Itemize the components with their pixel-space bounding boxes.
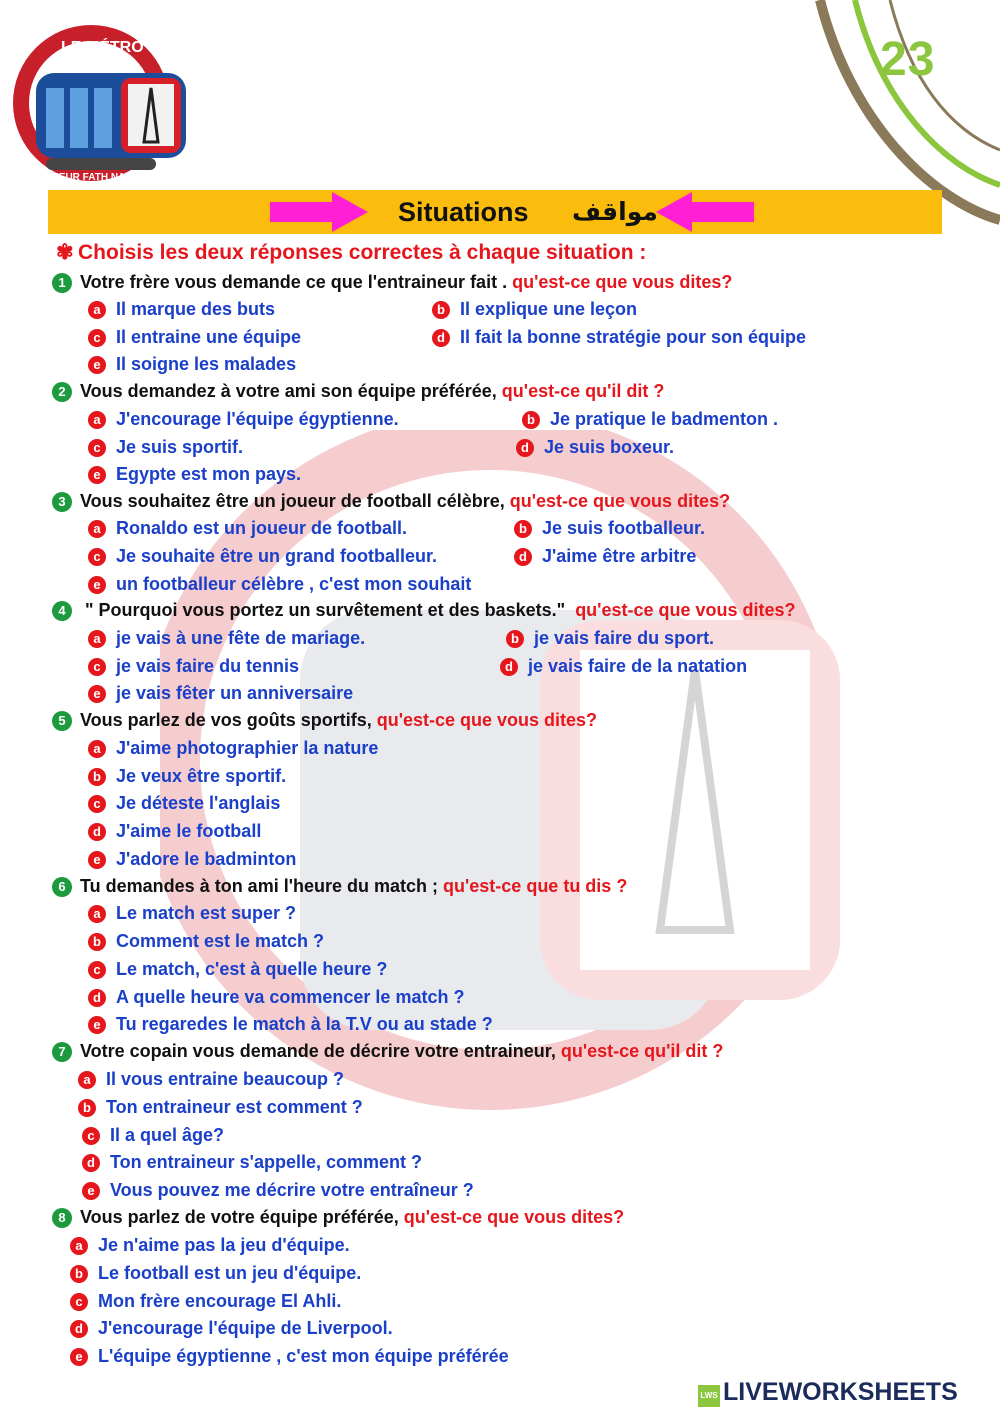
option-3-e[interactable] (88, 574, 471, 595)
option-3-a[interactable] (88, 518, 407, 539)
option-text: Mon frère encourage El Ahli. (98, 1291, 342, 1311)
option-text: je vais à une fête de mariage. (116, 628, 366, 648)
option-text: Il fait la bonne stratégie pour son équipe (460, 327, 807, 347)
question-prompt: qu'est-ce que tu dis ? (443, 876, 628, 896)
option-text: un footballeur célèbre , c'est mon souhait (116, 574, 472, 594)
option-letter-badge: d (514, 548, 532, 566)
option-2-e[interactable] (88, 464, 301, 485)
option-8-c[interactable] (70, 1291, 341, 1312)
question-text: Vous parlez de votre équipe préférée, (80, 1207, 404, 1227)
option-letter-badge: b (70, 1265, 88, 1283)
option-letter-badge: a (88, 905, 106, 923)
option-3-c[interactable] (88, 546, 437, 567)
question-1 (52, 272, 732, 293)
option-2-b[interactable] (522, 409, 778, 430)
option-letter-badge: a (88, 630, 106, 648)
option-text: je vais fêter un anniversaire (116, 683, 354, 703)
option-letter-badge: e (88, 851, 106, 869)
option-letter-badge: c (82, 1127, 100, 1145)
option-letter-badge: b (522, 411, 540, 429)
instruction (56, 240, 646, 265)
option-letter-badge: d (70, 1320, 88, 1338)
option-text: Il explique une leçon (460, 299, 638, 319)
question-text: Vous parlez de vos goûts sportifs, (80, 710, 377, 730)
logo-top-text: LE MÉTRO (61, 39, 144, 56)
option-text: Comment est le match ? (116, 931, 325, 951)
footer-brand (698, 1378, 958, 1407)
option-letter-badge: d (500, 658, 518, 676)
option-text: Il a quel âge? (110, 1125, 225, 1145)
option-letter-badge: e (82, 1182, 100, 1200)
question-prompt: qu'est-ce que vous dites? (575, 600, 796, 620)
option-5-b[interactable] (88, 766, 286, 787)
option-letter-badge: e (88, 466, 106, 484)
option-2-d[interactable] (516, 437, 674, 458)
option-letter-badge: a (88, 740, 106, 758)
option-5-e[interactable] (88, 849, 296, 870)
question-text: Tu demandes à ton ami l'heure du match ; (80, 876, 444, 896)
option-letter-badge: b (88, 768, 106, 786)
option-text: Je veux être sportif. (116, 766, 287, 786)
option-text: Tu regaredes le match à la T.V ou au stade ? (116, 1014, 493, 1034)
question-prompt: qu'est-ce que vous dites? (509, 491, 731, 511)
flower-icon: ✾ (56, 241, 74, 264)
option-text: je vais faire du tennis (116, 656, 300, 676)
option-letter-badge: a (70, 1237, 88, 1255)
question-text: Vous demandez à votre ami son équipe préférée, (80, 381, 502, 401)
option-letter-badge: c (88, 795, 106, 813)
question-prompt: qu'est-ce que vous dites? (512, 272, 733, 292)
option-text: J'encourage l'équipe égyptienne. (116, 409, 399, 429)
footer-brand-text: LIVEWORKSHEETS (723, 1378, 958, 1406)
option-4-e[interactable] (88, 683, 353, 704)
option-text: Le match, c'est à quelle heure ? (116, 959, 388, 979)
option-letter-badge: b (506, 630, 524, 648)
banner-title: Situations (398, 197, 529, 227)
option-5-d[interactable] (88, 821, 261, 842)
option-3-d[interactable] (514, 546, 696, 567)
option-8-e[interactable] (70, 1346, 509, 1367)
option-letter-badge: a (88, 520, 106, 538)
option-text: Il entraine une équipe (116, 327, 302, 347)
option-text: Je pratique le badmenton . (550, 409, 779, 429)
option-text: L'équipe égyptienne , c'est mon équipe préférée (98, 1346, 509, 1366)
question-text: Votre copain vous demande de décrire votre entraineur, (80, 1041, 561, 1061)
option-letter-badge: d (516, 439, 534, 457)
lws-badge-icon: LWS (698, 1385, 720, 1407)
option-7-d[interactable] (82, 1152, 422, 1173)
option-7-b[interactable] (78, 1097, 363, 1118)
option-text: Je suis sportif. (116, 437, 244, 457)
option-text: J'aime photographier la nature (116, 738, 379, 758)
option-text: J'aime être arbitre (542, 546, 697, 566)
option-text: Le match est super ? (116, 903, 297, 923)
option-text: Je suis boxeur. (544, 437, 675, 457)
option-letter-badge: d (88, 989, 106, 1007)
option-2-a[interactable] (88, 409, 399, 430)
question-prompt: qu'est-ce que vous dites? (376, 710, 598, 730)
question-number-badge: 3 (52, 492, 72, 512)
option-letter-badge: c (70, 1293, 88, 1311)
question-6 (52, 876, 627, 897)
option-text: je vais faire du sport. (534, 628, 715, 648)
option-text: Le football est un jeu d'équipe. (98, 1263, 362, 1283)
option-6-a[interactable] (88, 903, 296, 924)
question-number-badge: 7 (52, 1042, 72, 1062)
option-letter-badge: b (78, 1099, 96, 1117)
option-5-c[interactable] (88, 793, 280, 814)
right-arrow-icon (270, 192, 370, 232)
question-8 (52, 1207, 624, 1228)
question-prompt: qu'est-ce qu'il dit ? (560, 1041, 724, 1061)
option-text: Egypte est mon pays. (116, 464, 302, 484)
option-text: J'encourage l'équipe de Liverpool. (98, 1318, 393, 1338)
option-4-b[interactable] (506, 628, 714, 649)
question-number-badge: 6 (52, 877, 72, 897)
option-letter-badge: b (432, 301, 450, 319)
question-2 (52, 381, 664, 402)
option-letter-badge: e (70, 1348, 88, 1366)
option-text: J'adore le badminton (116, 849, 297, 869)
question-number-badge: 5 (52, 711, 72, 731)
option-6-d[interactable] (88, 987, 464, 1008)
option-1-e[interactable] (88, 354, 296, 375)
left-arrow-icon (654, 192, 754, 232)
question-number-badge: 8 (52, 1208, 72, 1228)
question-number-badge: 2 (52, 382, 72, 402)
option-6-c[interactable] (88, 959, 387, 980)
question-7 (52, 1041, 723, 1062)
option-text: A quelle heure va commencer le match ? (116, 987, 465, 1007)
banner-arabic-title: مواقف (572, 197, 658, 226)
option-1-c[interactable] (88, 327, 301, 348)
option-letter-badge: a (88, 301, 106, 319)
option-text: Il marque des buts (116, 299, 276, 319)
option-7-c[interactable] (82, 1125, 224, 1146)
option-8-d[interactable] (70, 1318, 393, 1339)
option-4-c[interactable] (88, 656, 299, 677)
option-4-a[interactable] (88, 628, 365, 649)
option-letter-badge: c (88, 548, 106, 566)
question-text: Vous souhaitez être un joueur de football célèbre, (80, 491, 510, 511)
question-5 (52, 710, 597, 731)
option-letter-badge: e (88, 1016, 106, 1034)
option-1-a[interactable] (88, 299, 275, 320)
option-letter-badge: e (88, 356, 106, 374)
option-8-b[interactable] (70, 1263, 361, 1284)
option-letter-badge: c (88, 329, 106, 347)
option-text: Il vous entraine beaucoup ? (106, 1069, 345, 1089)
option-text: Il soigne les malades (116, 354, 297, 374)
option-text: Je souhaite être un grand footballeur. (116, 546, 438, 566)
question-prompt: qu'est-ce qu'il dit ? (501, 381, 665, 401)
option-letter-badge: d (82, 1154, 100, 1172)
question-number-badge: 4 (52, 601, 72, 621)
option-text: Vous pouvez me décrire votre entraîneur ? (110, 1180, 474, 1200)
question-text: " Pourquoi vous portez un survêtement et des baskets." (80, 600, 576, 620)
option-8-a[interactable] (70, 1235, 350, 1256)
option-text: Ton entraineur est comment ? (106, 1097, 363, 1117)
option-2-c[interactable] (88, 437, 243, 458)
question-3 (52, 491, 730, 512)
option-text: Je suis footballeur. (542, 518, 706, 538)
option-letter-badge: e (88, 685, 106, 703)
option-1-d[interactable] (432, 327, 806, 348)
logo-bottom-text: MONSIEUR FATH NASR (26, 172, 140, 183)
option-letter-badge: a (88, 411, 106, 429)
option-7-a[interactable] (78, 1069, 344, 1090)
option-text: Ton entraineur s'appelle, comment ? (110, 1152, 423, 1172)
metro-logo (6, 18, 196, 188)
question-text: Votre frère vous demande ce que l'entraineur fait . (80, 272, 513, 292)
option-text: J'aime le football (116, 821, 262, 841)
option-letter-badge: b (88, 933, 106, 951)
option-5-a[interactable] (88, 738, 378, 759)
option-text: Je déteste l'anglais (116, 793, 281, 813)
instruction-text: Choisis les deux réponses correctes à chaque situation : (78, 241, 647, 264)
option-3-b[interactable] (514, 518, 705, 539)
option-letter-badge: a (78, 1071, 96, 1089)
option-text: Ronaldo est un joueur de football. (116, 518, 407, 538)
option-letter-badge: c (88, 439, 106, 457)
option-6-e[interactable] (88, 1014, 493, 1035)
question-number-badge: 1 (52, 273, 72, 293)
page-number: 23 (880, 33, 936, 86)
option-letter-badge: e (88, 576, 106, 594)
option-letter-badge: d (88, 823, 106, 841)
question-4 (52, 600, 796, 621)
option-letter-badge: d (432, 329, 450, 347)
option-text: Je n'aime pas la jeu d'équipe. (98, 1235, 350, 1255)
option-1-b[interactable] (432, 299, 637, 320)
option-4-d[interactable] (500, 656, 747, 677)
option-letter-badge: c (88, 658, 106, 676)
question-prompt: qu'est-ce que vous dites? (403, 1207, 625, 1227)
option-letter-badge: b (514, 520, 532, 538)
option-6-b[interactable] (88, 931, 324, 952)
option-7-e[interactable] (82, 1180, 474, 1201)
option-letter-badge: c (88, 961, 106, 979)
option-text: je vais faire de la natation (528, 656, 748, 676)
